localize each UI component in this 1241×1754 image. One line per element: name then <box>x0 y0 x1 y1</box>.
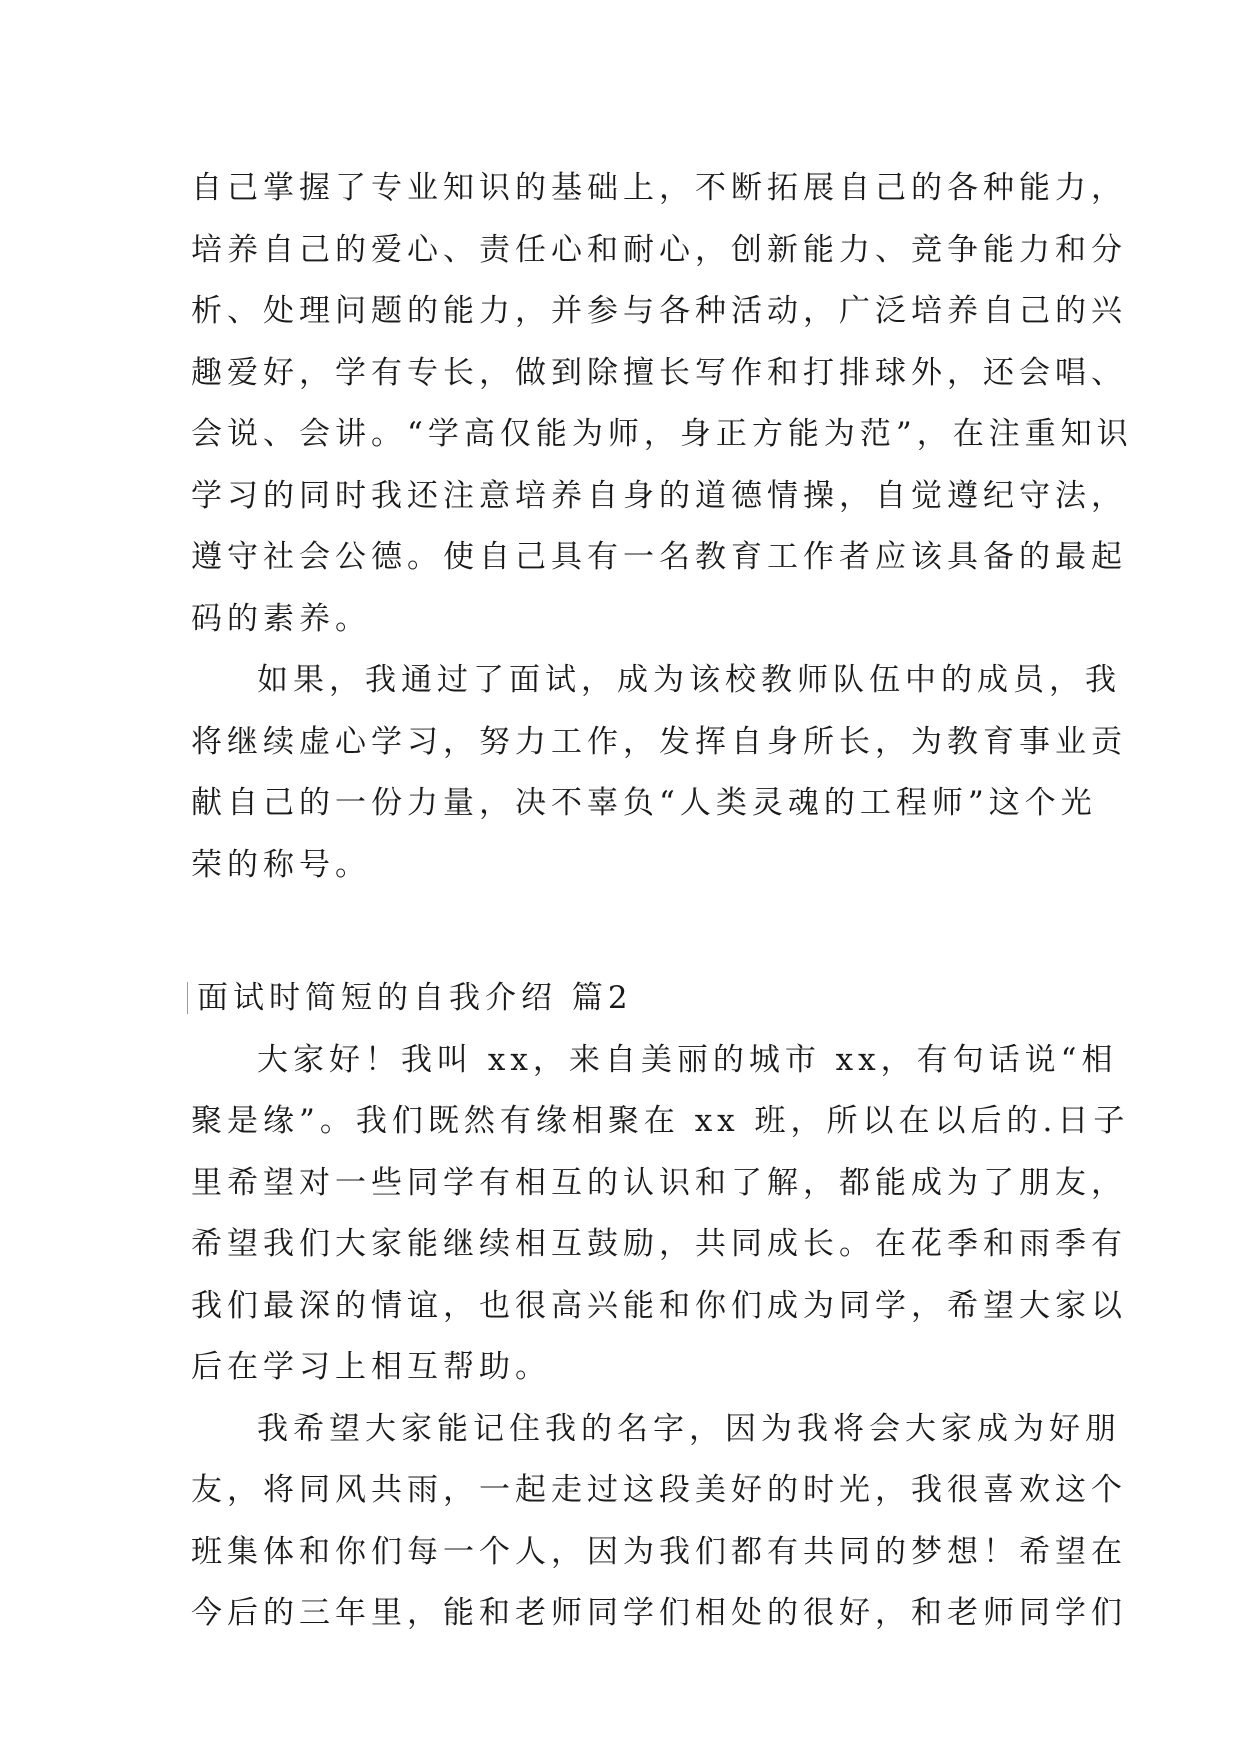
text-line: 培养自己的爱心、责任心和耐心，创新能力、竞争能力和分 <box>191 231 1127 268</box>
section-heading-text: 面试时简短的自我介绍 篇2 <box>197 980 633 1016</box>
text-line: 我希望大家能记住我的名字，因为我将会大家成为好朋 <box>257 1410 1121 1447</box>
text-line: 自己掌握了专业知识的基础上，不断拓展自己的各种能力， <box>191 170 1127 206</box>
text-line: 聚是缘”。我们既然有缘相聚在 xx 班，所以在以后的.日子 <box>191 1103 1130 1139</box>
text-line: 码的素养。 <box>191 600 371 637</box>
document-body <box>191 158 1133 1645</box>
section-spacer <box>191 896 1051 968</box>
text-line: 会说、会讲。“学高仅能为师，身正方能为范”，在注重知识 <box>191 416 1133 452</box>
text-line: 大家好！我叫 xx，来自美丽的城市 xx，有句话说“相 <box>257 1041 1118 1078</box>
text-line: 学习的同时我还注意培养自身的道德情操，自觉遵纪守法， <box>191 477 1127 514</box>
text-line: 班集体和你们每一个人，因为我们都有共同的梦想！希望在 <box>191 1533 1127 1570</box>
text-line: 趣爱好，学有专长，做到除擅长写作和打排球外，还会唱、 <box>191 354 1127 391</box>
text-line: 将继续虚心学习，努力工作，发挥自身所长，为教育事业贡 <box>191 723 1127 760</box>
text-line: 今后的三年里，能和老师同学们相处的很好，和老师同学们 <box>191 1595 1127 1631</box>
text-line: 析、处理问题的能力，并参与各种活动，广泛培养自己的兴 <box>191 293 1127 329</box>
paragraph <box>191 1399 1127 1645</box>
text-line: 遵守社会公德。使自己具有一名教育工作者应该具备的最起 <box>191 539 1127 575</box>
text-line: 希望我们大家能继续相互鼓励，共同成长。在花季和雨季有 <box>191 1226 1127 1262</box>
text-line: 我们最深的情谊，也很高兴能和你们成为同学，希望大家以 <box>191 1287 1127 1324</box>
paragraph-continued <box>191 158 1133 650</box>
text-line: 如果，我通过了面试，成为该校教师队伍中的成员，我 <box>257 662 1121 698</box>
paragraph <box>191 1030 1130 1399</box>
text-line: 后在学习上相互帮助。 <box>191 1349 551 1385</box>
text-line: 荣的称号。 <box>191 846 371 883</box>
heading-marker <box>187 982 188 1014</box>
text-line: 里希望对一些同学有相互的认识和了解，都能成为了朋友， <box>191 1164 1127 1201</box>
section-heading <box>191 968 1051 1030</box>
paragraph <box>191 650 1127 896</box>
text-line: 友，将同风共雨，一起走过这段美好的时光，我很喜欢这个 <box>191 1472 1127 1508</box>
text-line: 献自己的一份力量，决不辜负“人类灵魂的工程师”这个光 <box>191 785 1097 821</box>
